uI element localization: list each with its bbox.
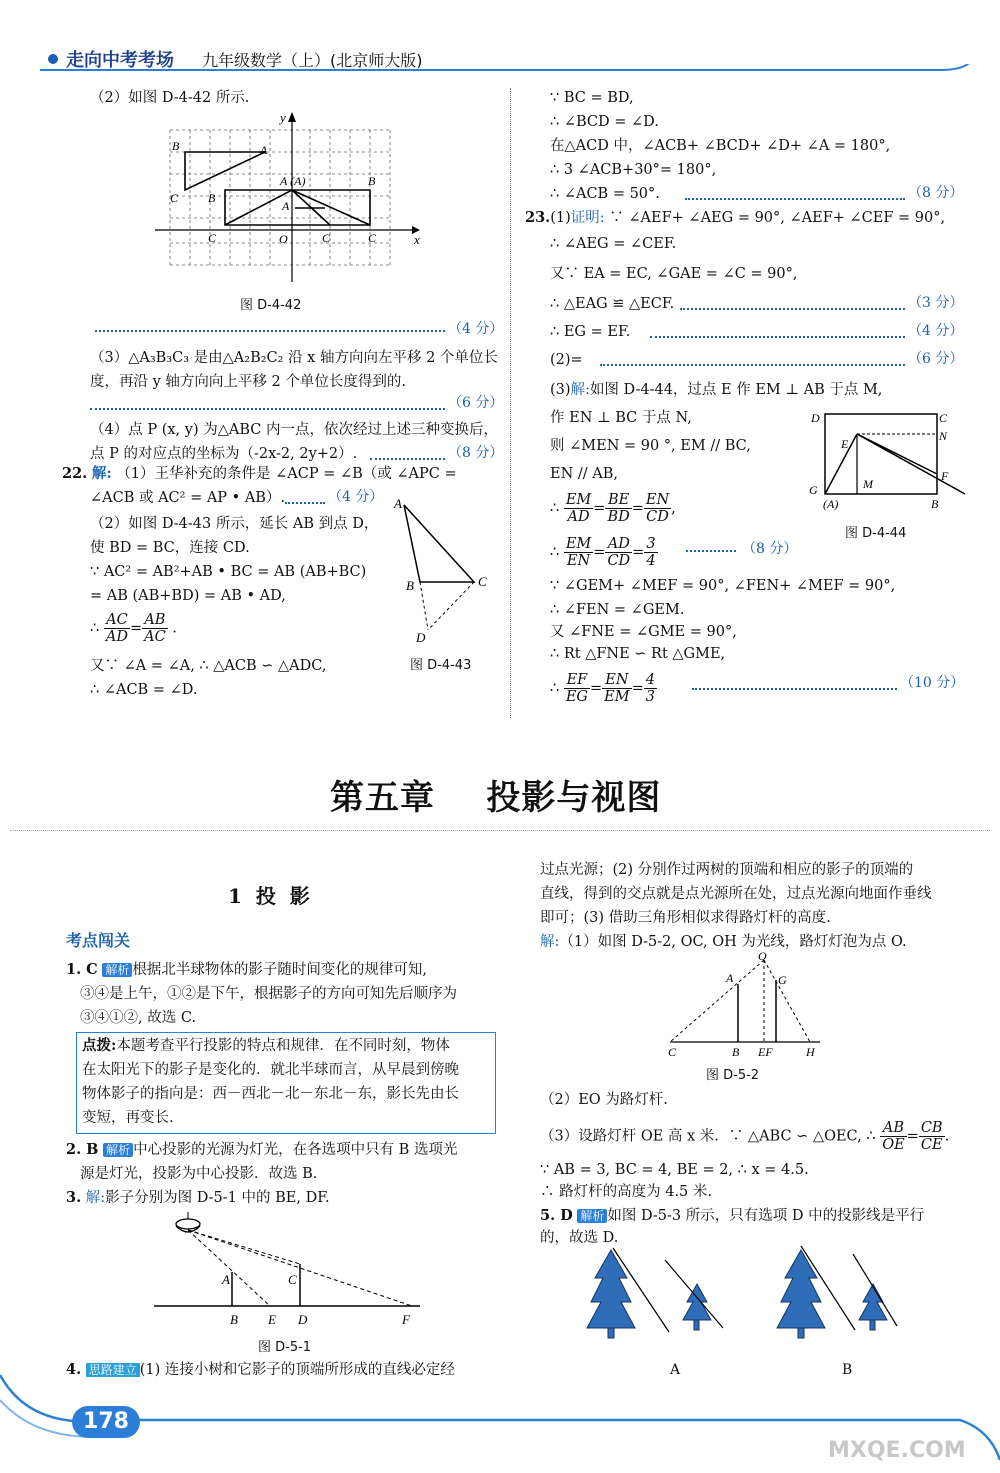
caption-d-5-2: 图 D-5-2 [706,1068,760,1083]
analysis-tag: 解析 [103,1143,133,1157]
svg-text:C: C [288,1272,297,1287]
analysis-tag: 解析 [102,963,132,977]
tip-line4: 变短，再变长. [82,1110,174,1126]
svg-text:C: C [478,574,487,589]
q23-line7 [550,378,882,402]
svg-text:A: A [394,496,402,511]
fraction [605,492,631,525]
frac-den: CE [920,1137,943,1153]
period: . [944,1128,950,1145]
svg-text:B: B [172,139,180,153]
frac-den: AC [144,629,166,645]
q23-line13: 又 ∠FNE = ∠GME = 90°, [550,624,737,640]
solution-label: 解: [570,382,590,398]
svg-text:A: A [222,1272,230,1287]
q21-part4-line1: （4）点 P (x, y) 为△ABC 内一点，依次经过上述三种变换后， [90,422,498,438]
svg-text:E: E [841,437,849,451]
q4-line2: 过点光源；(2) 分别作过两树的顶端和相应的影子的顶端的 [540,862,914,878]
q23-line8: 作 EN ⊥ BC 于点 N, [550,410,692,426]
q1-number: 1. C [66,961,98,978]
q21-part2: （2）如图 D-4-42 所示. [90,90,250,106]
q22-number: 22. [62,465,88,482]
fraction [644,492,671,525]
header-rule [40,64,975,78]
q3-line1 [66,1186,330,1210]
svg-text:O: O [279,232,288,246]
fraction [605,536,632,569]
q23-ratio-line2: ∴ $\frac{EM}{EN}$ = $\frac{AD}{CD}$ = $\frac{3}{4}$ [550,536,656,569]
q22-line9: ∴ ∠ACB = ∠D. [90,682,198,698]
score-8c: （8 分） [742,541,798,557]
q5-line1 [540,1204,924,1228]
q22-line8: 又∵ ∠A = ∠A, ∴ △ACB ∽ △ADC, [90,658,327,674]
frac-num: EN [602,672,631,689]
figure-d-5-2 [660,950,840,1062]
fraction [644,672,657,705]
fraction [644,536,657,569]
frac-den: EG [565,689,589,705]
score-6b: （6 分） [908,351,964,367]
fraction [602,672,631,705]
q4-line-calc: ∵ AB = 3, BC = 4, BE = 2, ∴ x = 4.5. [540,1162,809,1178]
solution-label: 解: [540,934,560,950]
q22-line4: 使 BD = BC，连接 CD. [90,540,250,556]
q2-text: 中心投影的光源为灯光，在各选项中只有 B 选项光 [133,1142,458,1158]
frac-den: AD [567,509,590,525]
q23-line12: ∴ ∠FEN = ∠GEM. [550,602,685,618]
frac-den: 3 [645,689,655,705]
q4-part3: （3）设路灯杆 OE 高 x 米．∵ △ABC ∽ △OEC, ∴ $\frac{AB}{OE}$ = $\frac{CB}{CE}$ . [540,1120,950,1153]
q5-number: 5. D [540,1207,573,1224]
fraction [564,672,590,705]
tip-label: 点拨: [82,1037,117,1054]
q23-line3: 又∵ EA = EC, ∠GAE = ∠C = 90°, [550,266,798,282]
book-subtitle: 九年级数学（上）(北京师大版) [202,51,423,70]
q23-text: ∵ ∠AEF+ ∠AEG = 90°, ∠AEF+ ∠CEF = 90°, [609,210,946,226]
q22-line1 [62,462,457,486]
analysis-tag: 解析 [577,1209,607,1223]
leader-dots [90,408,445,410]
tip-line2: 在太阳光下的影子是变化的．就北半球而言，从早晨到傍晚 [82,1062,459,1078]
page-number: 178 [72,1406,140,1438]
series-title: 走向中考考场 [66,50,174,71]
svg-text:A: A [260,143,268,157]
q23-line14: ∴ Rt △FNE ∽ Rt △GME, [550,646,726,662]
q2-line2: 源是灯光，投影为中心投影．故选 B. [80,1166,318,1182]
q4-line-result: ∴ 路灯杆的高度为 4.5 米. [540,1184,712,1200]
r-line3: 在△ACD 中，∠ACB+ ∠BCD+ ∠D+ ∠A = 180°, [550,138,891,154]
frac-den: CD [607,553,631,569]
score-8b: （8 分） [908,185,964,201]
svg-text:EF: EF [758,1045,773,1059]
svg-text:y: y [280,110,286,125]
leader-dots [692,688,897,690]
frac-num: 3 [646,536,656,552]
frac-num: AC [104,612,130,629]
frac-num: BE [605,492,631,509]
svg-text:A (A): A (A) [280,174,306,188]
q23-line10: EN // AB, [550,466,618,482]
figure-d-4-43 [392,490,502,650]
svg-text:M: M [863,477,873,491]
q5-line2: 的，故选 D. [540,1230,619,1246]
q5-text: 如图 D-5-3 所示，只有选项 D 中的投影线是平行 [607,1208,925,1224]
svg-text:D: D [298,1312,308,1327]
q23-text: 如图 D-4-44，过点 E 作 EM ⊥ AB 于点 M, [589,382,883,398]
q21-part3-line1: （3）△A₃B₃C₃ 是由△A₂B₂C₂ 沿 x 轴方向向左平移 2 个单位长 [90,350,498,366]
frac-num: 4 [645,672,655,688]
frac-num: EM [565,536,592,552]
q23-line11: ∵ ∠GEM+ ∠MEF = 90°, ∠FEN+ ∠MEF = 90°, [550,578,896,594]
q4-part2: （2）EO 为路灯杆. [540,1092,668,1108]
q4-text: (1) 连接小树和它影子的顶端所形成的直线必定经 [139,1362,455,1378]
svg-text:F: F [402,1312,410,1327]
q22-line6: = AB (AB+BD) = AB • AD, [90,588,286,604]
svg-text:O: O [758,950,767,963]
tip-line1 [82,1034,450,1058]
fraction [919,1120,945,1153]
frac-num: AB [142,612,168,629]
caption-d-4-44: 图 D-4-44 [845,526,907,541]
svg-text:H: H [806,1045,815,1059]
solution-label: 解: [85,1190,106,1206]
score-4a: （4 分） [448,321,504,337]
figure-d-4-42 [150,110,430,290]
comma: , [671,500,676,517]
frac-den: BD [607,509,630,525]
frac-den: EN [566,553,591,569]
frac-num: EF [564,672,590,689]
q22-text: （1）王华补充的条件是 ∠ACP = ∠B（或 ∠APC = [116,466,457,482]
r-line2: ∴ ∠BCD = ∠D. [550,114,659,130]
therefore-symbol: ∴ [550,500,560,517]
q4-text: （1）如图 D-5-2, OC, OH 为光线，路灯灯泡为点 O. [559,934,907,950]
score-4b: （4 分） [328,489,384,505]
q3-number: 3. [66,1189,82,1206]
therefore-symbol: ∴ [90,620,100,637]
header-dot-icon [48,54,58,64]
header [40,44,980,74]
score-4c: （4 分） [908,323,964,339]
q1-text: 根据北半球物体的影子随时间变化的规律可知, [132,962,427,978]
q23-number: 23. [525,209,551,226]
frac-den: OE [882,1137,905,1153]
caption-d-4-43: 图 D-4-43 [410,658,472,673]
svg-text:C: C [170,191,179,205]
leader-dots [370,458,445,460]
figure-d-4-44 [805,404,975,514]
q21-part3-line2: 度，再沿 y 轴方向向上平移 2 个单位长度得到的. [90,374,406,390]
q23-ratio-line1: ∴ $\frac{EM}{AD}$ = $\frac{BE}{BD}$ = $\frac{EN}{CD}$ , [550,492,676,525]
q1-line3: ③④①②, 故选 C. [80,1010,197,1026]
fraction [880,1120,906,1153]
frac-num: AB [880,1120,906,1137]
fraction [564,492,593,525]
svg-text:(A): (A) [823,497,839,511]
tree-option-a [587,1250,711,1338]
score-10: （10 分） [900,675,965,691]
svg-text:C: C [322,231,331,245]
figure-d-5-3-trees [585,1244,905,1344]
option-b-label: B [842,1362,853,1378]
q22-line5: ∵ AC² = AB²+AB • BC = AB (AB+BC) [90,564,367,580]
proof-label: 证明: [570,210,605,226]
chapter-title: 第五章 投影与视图 [330,778,662,818]
q22-label: 解: [91,465,112,482]
svg-text:B: B [732,1045,740,1059]
svg-text:D: D [811,411,820,425]
leader-dots [686,550,736,552]
q2-line1 [66,1138,457,1162]
svg-text:G: G [778,973,787,987]
leader-dots [650,336,905,338]
svg-text:N: N [939,429,948,443]
frac-num: AD [605,536,632,553]
svg-text:B: B [208,191,216,205]
tip-text: 本题考查平行投影的特点和规律．在不同时刻，物体 [116,1038,450,1054]
column-divider [510,88,511,718]
score-8a: （8 分） [448,445,504,461]
caption-d-4-42: 图 D-4-42 [240,298,302,313]
q23-line4: ∴ △EAG ≌ △ECF. [550,296,675,312]
svg-text:A: A [726,971,734,985]
q23-line5: ∴ EG = EF. [550,324,631,340]
frac-den: CD [646,509,669,525]
q4-line3: 直线，得到的交点就是点光源所在处，过点光源向地面作垂线 [540,886,932,902]
fraction-ab-ac [142,612,168,645]
q23-line1 [525,206,945,230]
fraction [564,536,593,569]
q23-line9: 则 ∠MEN = 90 °, EM // BC, [550,438,751,454]
q21-part4-line2: 点 P 的对应点的坐标为（-2x-2, 2y+2）. [90,446,358,462]
option-a-label: A [670,1362,681,1378]
leader-dots [285,502,325,504]
svg-text:E: E [268,1312,276,1327]
svg-text:G: G [809,483,818,497]
svg-text:F: F [941,469,949,483]
r-line4: ∴ 3 ∠ACB+30°= 180°, [550,162,717,178]
frac-den: AD [105,629,128,645]
svg-text:x: x [414,232,420,247]
q22-line2: ∠ACB 或 AC² = AP • AB）. [90,490,286,506]
leader-dots [600,364,905,366]
leader-dots [680,308,905,310]
leader-dots [685,198,905,200]
therefore-symbol: ∴ [550,680,560,697]
figure-d-5-1 [150,1212,430,1332]
tip-line3: 物体影子的指向是：西－西北－北－东北－东，影长先由长 [82,1086,459,1102]
score-6a: （6 分） [448,395,504,411]
frac-num: EM [565,492,592,508]
q1-line1 [66,958,427,982]
svg-text:D: D [416,630,426,645]
q23-ratio-line3: ∴ $\frac{EF}{EG}$ = $\frac{EN}{EM}$ = $\frac{4}{3}$ [550,672,655,705]
frac-num: CB [920,1120,943,1136]
svg-text:B: B [931,497,939,511]
fraction-ac-ad [104,612,130,645]
frac-num: EN [645,492,670,508]
q2-number: 2. B [66,1141,99,1158]
frac-den: EM [604,689,630,705]
svg-text:C: C [368,231,377,245]
q4-line4: 即可；(3) 借助三角形相似求得路灯杆的高度. [540,910,831,926]
q4-number: 4. [66,1361,82,1378]
chapter-rule [10,830,990,831]
svg-text:C: C [939,411,948,425]
q23-line2: ∴ ∠AEG = ∠CEF. [550,236,677,252]
svg-text:B: B [230,1312,238,1327]
q3-text: 影子分别为图 D-5-1 中的 BE, DF. [105,1190,330,1206]
svg-text:B: B [368,174,376,188]
frac-den: 4 [646,553,656,569]
score-3: （3 分） [908,295,964,311]
q1-line2: ③④是上午，①②是下午，根据影子的方向可知先后顺序为 [80,986,457,1002]
therefore-symbol: ∴ [550,544,560,561]
svg-text:A: A [282,199,290,213]
section-title: 1 投 影 [228,884,310,908]
q22-fraction-line: ∴ $\frac{AC}{AD}$ = $\frac{AB}{AC}$ . [90,612,177,645]
caption-d-5-1: 图 D-5-1 [258,1340,312,1355]
r-line1: ∵ BC = BD, [550,90,634,106]
leader-dots [95,330,445,332]
kaodian-heading: 考点闯关 [66,931,131,950]
watermark: MXQE.COM [828,1438,966,1463]
q23-part3: (3) [550,382,571,398]
q23-line6: (2)= [550,352,583,368]
q23-part1: (1) [550,210,571,226]
svg-text:B: B [406,578,414,593]
q4-part3-text: （3）设路灯杆 OE 高 x 米．∵ △ABC ∽ △OEC, ∴ [540,1128,876,1145]
q22-line3: （2）如图 D-4-43 所示，延长 AB 到点 D， [90,516,379,532]
approach-tag: 思路建立 [86,1363,140,1377]
svg-text:C: C [668,1045,677,1059]
r-line5: ∴ ∠ACB = 50°. [550,186,660,202]
svg-text:C: C [208,231,217,245]
